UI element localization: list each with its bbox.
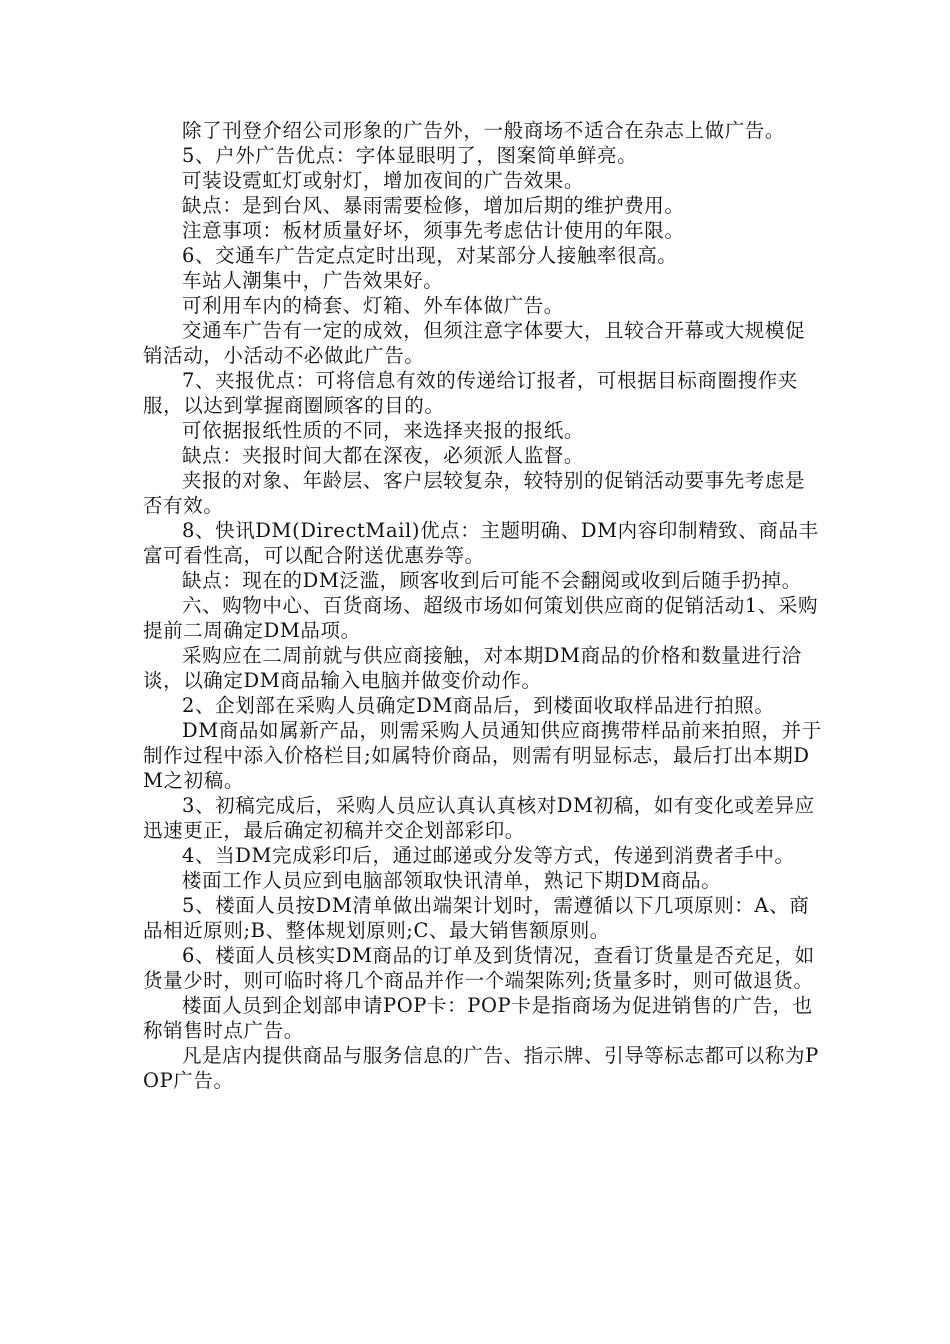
paragraph: 5、户外广告优点：字体显眼明了，图案简单鲜亮。 [182, 144, 638, 167]
paragraph: DM商品如属新产品，则需采购人员通知供应商携带样品前来拍照，并于制作过程中添入价格栏目;如属特价商品，则需有明显标志，最后打出本期DM之初稿。 [143, 719, 822, 792]
paragraph: 楼面工作人员应到电脑部领取快讯清单，熟记下期DM商品。 [182, 869, 722, 892]
paragraph: 缺点：夹报时间大都在深夜，必须派人监督。 [182, 444, 585, 467]
document-body [143, 118, 823, 1093]
paragraph: 4、当DM完成彩印后，通过邮递或分发等方式，传递到消费者手中。 [182, 844, 795, 867]
paragraph: 采购应在二周前就与供应商接触，对本期DM商品的价格和数量进行洽谈，以确定DM商品输入电脑并做变价动作。 [143, 644, 802, 692]
paragraph: 缺点：现在的DM泛滥，顾客收到后可能不会翻阅或收到后随手扔掉。 [182, 569, 802, 592]
paragraph: 凡是店内提供商品与服务信息的广告、指示牌、引导等标志都可以称为POP广告。 [143, 1044, 819, 1092]
paragraph: 除了刊登介绍公司形象的广告外，一般商场不适合在杂志上做广告。 [182, 119, 786, 142]
paragraph: 可依据报纸性质的不同，来选择夹报的报纸。 [182, 419, 585, 442]
paragraph: 车站人潮集中，广告效果好。 [182, 269, 444, 292]
paragraph: 可装设霓虹灯或射灯，增加夜间的广告效果。 [182, 169, 585, 192]
paragraph: 楼面人员到企划部申请POP卡：POP卡是指商场为促进销售的广告，也称销售时点广告。 [143, 994, 813, 1042]
paragraph: 7、夹报优点：可将信息有效的传递给订报者，可根据目标商圈搜作夹服，以达到掌握商圈顾客的目的。 [143, 369, 799, 417]
paragraph: 六、购物中心、百货商场、超级市场如何策划供应商的促销活动1、采购提前二周确定DM品项。 [143, 594, 819, 642]
paragraph: 8、快讯DM(DirectMail)优点：主题明确、DM内容印制精致、商品丰富可看性高，可以配合附送优惠券等。 [143, 519, 819, 567]
paragraph: 交通车广告有一定的成效，但须注意字体要大，且较合开幕或大规模促销活动，小活动不必做此广告。 [143, 319, 806, 367]
paragraph: 2、企划部在采购人员确定DM商品后，到楼面收取样品进行拍照。 [182, 694, 775, 717]
paragraph: 6、交通车广告定点定时出现，对某部分人接触率很高。 [182, 244, 678, 267]
paragraph: 可利用车内的椅套、灯箱、外车体做广告。 [182, 294, 564, 317]
paragraph: 注意事项：板材质量好坏，须事先考虑估计使用的年限。 [182, 219, 685, 242]
paragraph: 3、初稿完成后，采购人员应认真认真核对DM初稿，如有变化或差异应迅速更正，最后确定初稿并交企划部彩印。 [143, 794, 815, 842]
paragraph: 夹报的对象、年龄层、客户层较复杂，较特别的促销活动要事先考虑是否有效。 [143, 469, 806, 517]
paragraph: 缺点：是到台风、暴雨需要检修，增加后期的维护费用。 [182, 194, 685, 217]
paragraph: 5、楼面人员按DM清单做出端架计划时，需遵循以下几项原则：A、商品相近原则;B、整体规划原则;C、最大销售额原则。 [143, 894, 810, 942]
paragraph: 6、楼面人员核实DM商品的订单及到货情况，查看订货量是否充足，如货量少时，则可临时将几个商品并作一个端架陈列;货量多时，则可做退货。 [143, 944, 815, 992]
